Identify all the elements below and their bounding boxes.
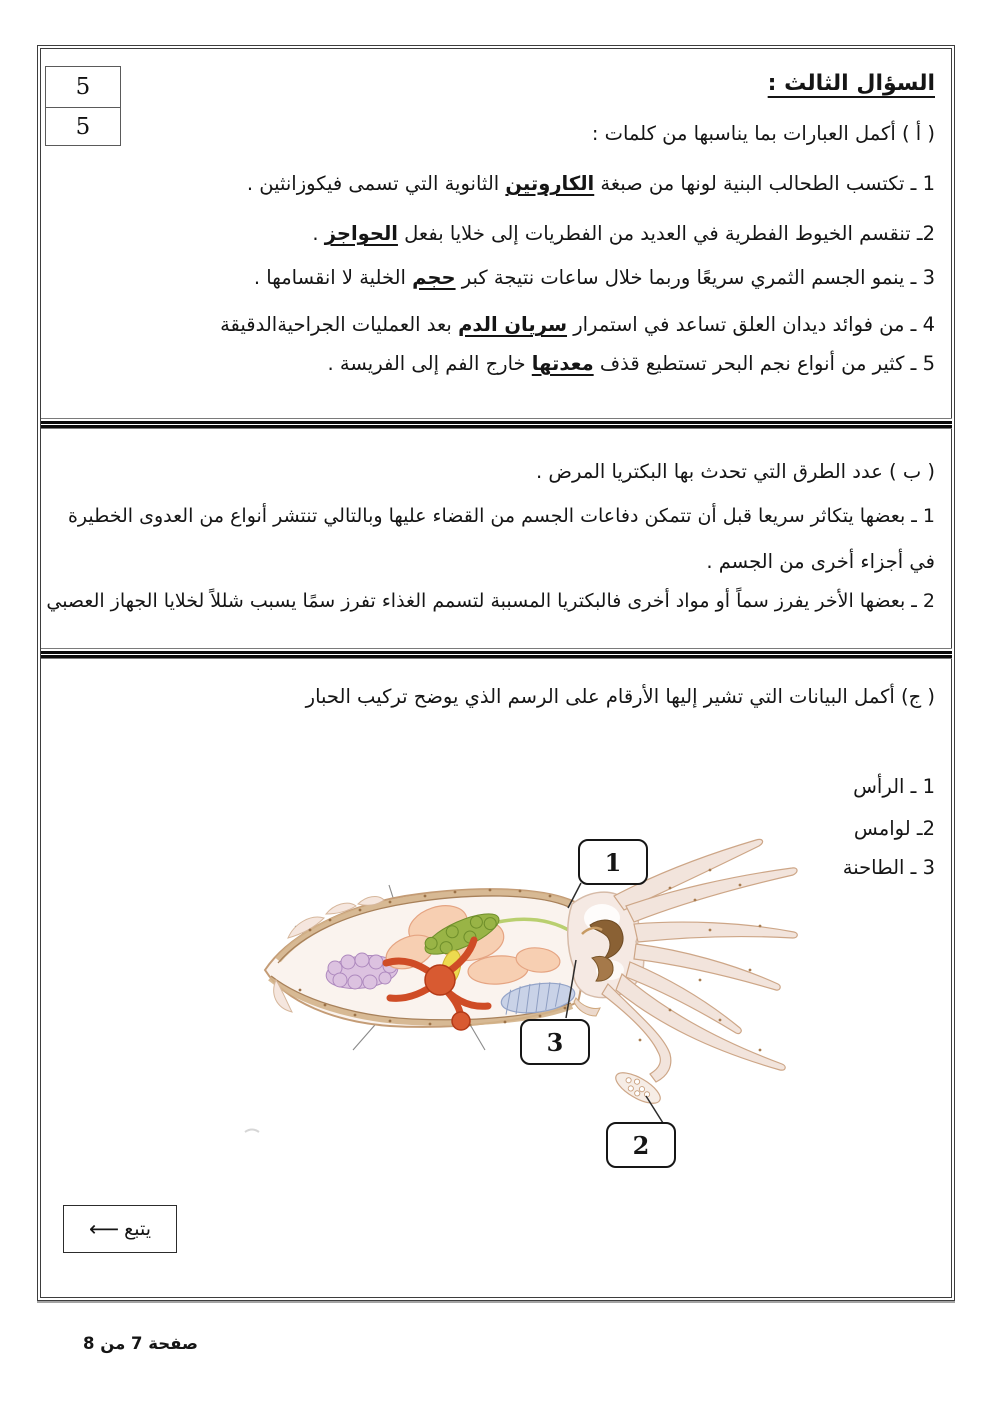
a-item-3-post: الخلية لا انقسامها . (253, 266, 413, 289)
a-item-2-post: . (312, 222, 325, 245)
marks-box-1: 5 (46, 67, 120, 108)
a-item-3-keyword: حجم (412, 266, 456, 289)
a-item-4-keyword: سريان الدم (458, 313, 568, 336)
scan-smudge (245, 1130, 259, 1133)
a-item-5-pre: 5 ـ كثير من أنواع نجم البحر تستطيع قذف (593, 352, 935, 375)
a-item-1 (247, 172, 935, 196)
c-answer-2: 2ـ لوامس (853, 817, 935, 840)
a-item-4-pre: 4 ـ من فوائد ديدان العلق تساعد في استمرار (567, 313, 935, 336)
b-line-2: في أجزاء أخرى من الجسم . (706, 550, 935, 573)
section-c-header: ( ج) أكمل البيانات التي تشير إليها الأرقام على الرسم الذي يوضح تركيب الحبار (305, 685, 935, 708)
b-line-3: 2 ـ بعضها الأخر يفرز سماً أو مواد أخرى فالبكتريا المسببة لتسمم الغذاء تفرز سمًا يسبب شللاً لخلايا الجهاز العصبي (46, 590, 935, 612)
marks-box-2: 5 (75, 113, 91, 140)
a-item-2-keyword: الحواجز (324, 222, 398, 245)
c-answer-3: 3 ـ الطاحنة (842, 856, 935, 879)
a-item-5-post: خارج الفم إلى الفريسة . (327, 352, 532, 375)
section-b-header: ( ب ) عدد الطرق التي تحدث بها البكتريا المرض . (535, 460, 935, 483)
figure-label-1: 1 (578, 839, 648, 885)
b-line-1: 1 ـ بعضها يتكاثر سريعا قبل أن تتمكن دفاعات الجسم من القضاء عليها وبالتالي تنتشر أنواع من العدوى الخطيرة (67, 505, 935, 527)
a-item-4-post: بعد العمليات الجراحيةالدقيقة (220, 313, 459, 336)
a-item-1-pre: 1 ـ تكتسب الطحالب البنية لونها من صبغة (594, 172, 935, 195)
a-item-5 (328, 352, 935, 376)
question-title: السؤال الثالث : (767, 71, 935, 96)
marks-boxes (45, 66, 121, 146)
squid-diagram (240, 830, 800, 1175)
a-item-3 (254, 266, 935, 290)
a-item-4 (220, 313, 935, 337)
section-divider-1 (41, 418, 952, 429)
figure-label-3: 3 (520, 1019, 590, 1065)
a-item-2 (312, 222, 935, 246)
c-answer-1: 1 ـ الرأس (853, 775, 935, 798)
a-item-2-pre: 2ـ تنقسم الخيوط الفطرية في العديد من الفطريات إلى خلايا بفعل (397, 222, 935, 245)
figure-label-2: 2 (606, 1122, 676, 1168)
section-a-header: ( أ ) أكمل العبارات بما يناسبها من كلمات : (591, 122, 935, 145)
page-number: صفحة 7 من 8 (83, 1334, 198, 1353)
a-item-1-post: الثانوية التي تسمى فيكوزانثين . (246, 172, 506, 195)
continue-box (63, 1205, 177, 1253)
a-item-3-pre: 3 ـ ينمو الجسم الثمري سريعًا وربما خلال ساعات نتيجة كبر (455, 266, 935, 289)
section-divider-2 (41, 648, 952, 659)
a-item-5-keyword: معدتها (531, 352, 594, 375)
continue-arrow-icon: ⟵ (89, 1217, 118, 1241)
continue-label: يتبع (124, 1218, 151, 1240)
a-item-1-keyword: الكاروتين (505, 172, 595, 195)
